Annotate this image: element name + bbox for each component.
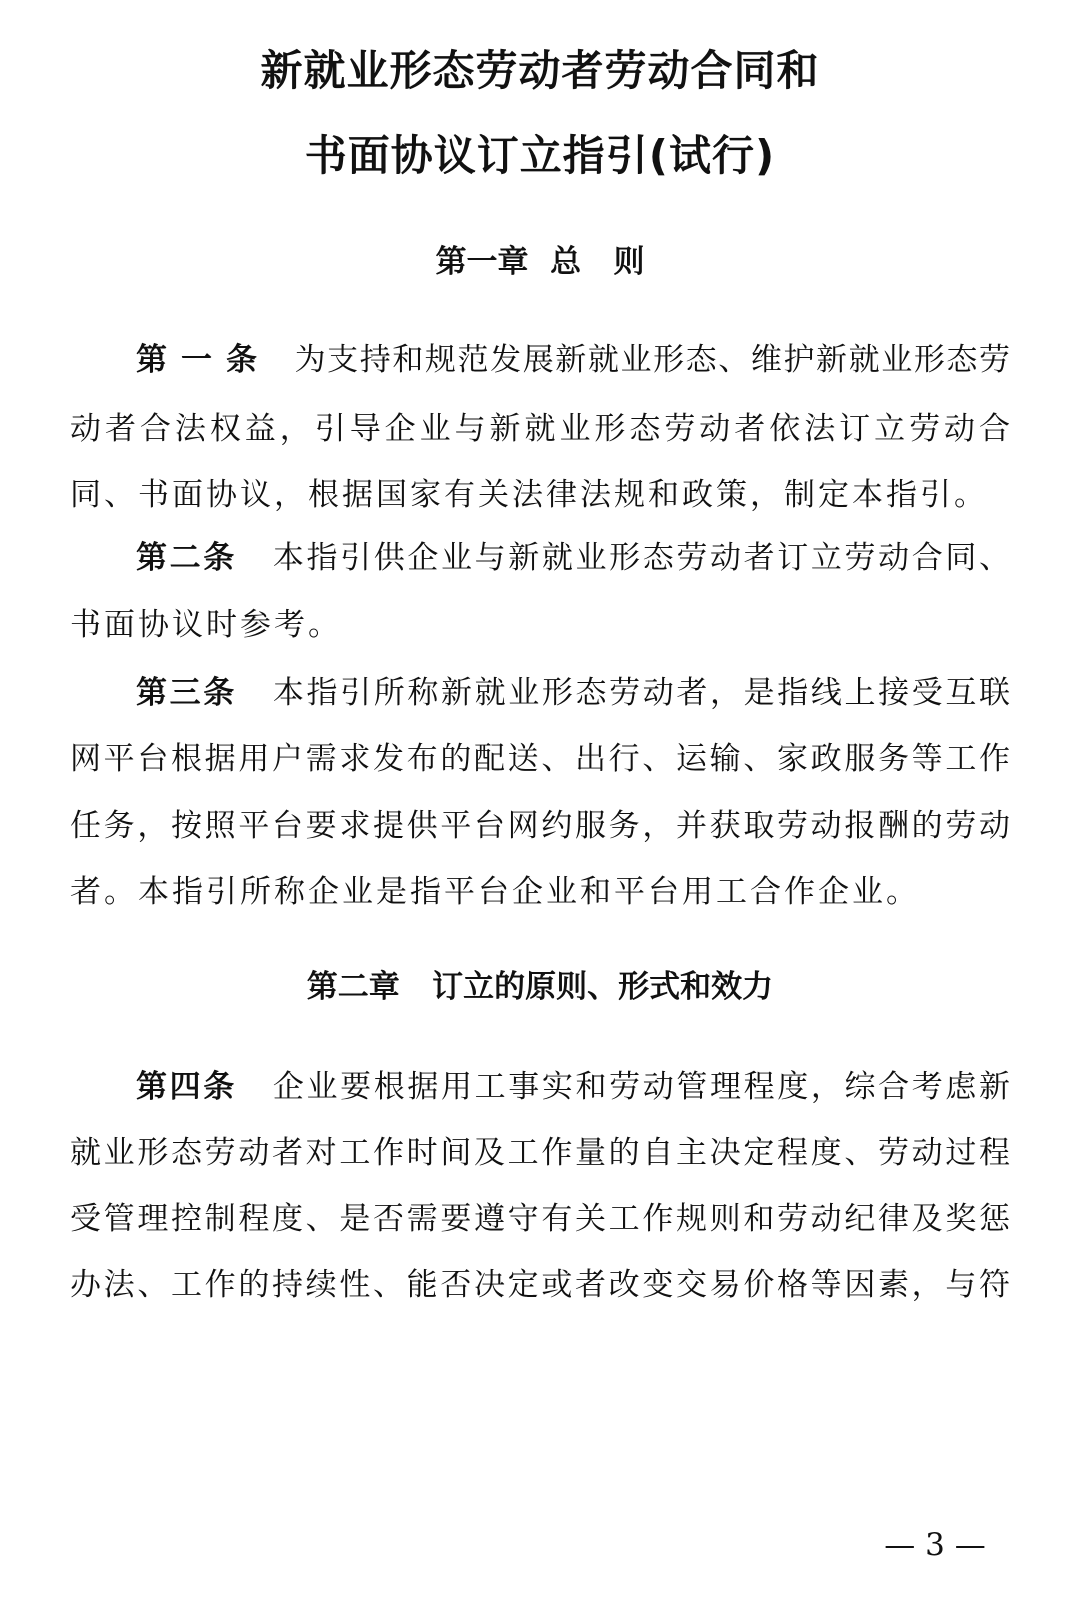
article-4-line-3: 受管理控制程度、是否需要遵守有关工作规则和劳动纪律及奖惩	[70, 1201, 1010, 1237]
article-1-text-1: 为支持和规范发展新就业形态、维护新就业形态劳	[294, 342, 1011, 378]
article-3-text-1: 本指引所称新就业形态劳动者，是指线上接受互联	[272, 675, 1010, 711]
article-4-label: 第四条	[136, 1069, 237, 1105]
document-title-line-1: 新就业形态劳动者劳动合同和	[260, 46, 820, 95]
article-3-line-2: 网平台根据用户需求发布的配送、出行、运输、家政服务等工作	[70, 741, 1010, 777]
article-2-line-1	[136, 538, 1010, 578]
page-number: — 3 —	[884, 1527, 986, 1563]
chapter-1-heading: 第一章 总 则	[435, 244, 645, 280]
article-1-label: 第 一 条	[136, 342, 259, 378]
article-2-text-1: 本指引供企业与新就业形态劳动者订立劳动合同、	[272, 540, 1010, 576]
article-4-text-1: 企业要根据用工事实和劳动管理程度，综合考虑新	[272, 1069, 1010, 1105]
article-3-line-4: 者。本指引所称企业是指平台企业和平台用工合作企业。	[70, 874, 920, 910]
article-1-line-3: 同、书面协议，根据国家有关法律法规和政策，制定本指引。	[70, 477, 988, 513]
article-1-line-2: 动者合法权益，引导企业与新就业形态劳动者依法订立劳动合	[70, 411, 1010, 447]
document-title-line-2: 书面协议订立指引(试行)	[304, 131, 776, 180]
article-3-line-1	[136, 673, 1010, 713]
chapter-2-heading: 第二章 订立的原则、形式和效力	[306, 969, 774, 1005]
article-4-line-4: 办法、工作的持续性、能否决定或者改变交易价格等因素，与符	[70, 1267, 1010, 1303]
article-2-line-2: 书面协议时参考。	[70, 607, 342, 643]
article-1-line-1	[136, 340, 1010, 380]
article-4-line-2: 就业形态劳动者对工作时间及工作量的自主决定程度、劳动过程	[70, 1135, 1010, 1171]
article-3-line-3: 任务，按照平台要求提供平台网约服务，并获取劳动报酬的劳动	[70, 808, 1010, 844]
article-2-label: 第二条	[136, 540, 237, 576]
article-3-label: 第三条	[136, 675, 237, 711]
article-4-line-1	[136, 1067, 1010, 1107]
